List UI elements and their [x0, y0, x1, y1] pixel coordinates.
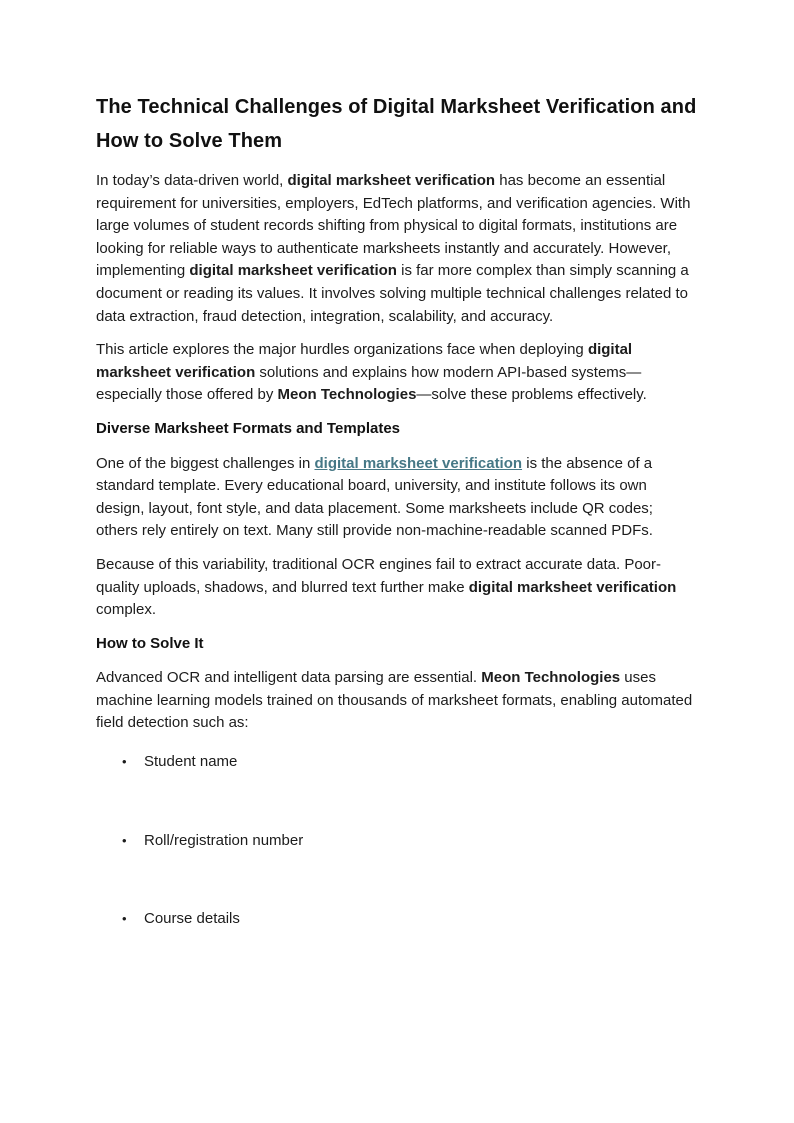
solve-paragraph-1	[96, 667, 698, 735]
text-run: Because of this variability, traditional OCR engines fail to extract accurate data. Poor-quality uploads, shadows, and blurred text further make	[96, 555, 661, 596]
bullet-text: Roll/registration number	[144, 831, 304, 849]
text-run: is far more complex than simply scanning a document or reading its values. It involves solving multiple technical challenges related to data extraction, fraud detection, integration, scalability, and accuracy.	[96, 262, 689, 325]
bold-text-run: digital marksheet verification	[96, 341, 633, 381]
page-title: The Technical Challenges of Digital Marksheet Verification and How to Solve Them	[96, 96, 697, 152]
formats-paragraph-1	[96, 453, 698, 543]
bullet-text: Student name	[144, 753, 238, 771]
inline-link[interactable]: digital marksheet verification	[314, 454, 523, 472]
bold-text-run: digital marksheet verification	[189, 262, 397, 280]
bullet-icon: •	[122, 832, 127, 848]
text-run: uses machine learning models trained on thousands of marksheet formats, enabling automated field detection such as:	[96, 669, 693, 732]
text-run: This article explores the major hurdles organizations face when deploying	[96, 341, 588, 359]
formats-paragraph-2	[96, 554, 698, 622]
text-run: One of the biggest challenges in	[96, 454, 315, 472]
text-run: has become an essential requirement for universities, employers, EdTech platforms, and verification agencies. With large volumes of student records shifting from physical to digital formats, institutions are looking for reliable ways to authenticate marksheets instantly and accurately. However, implementing	[96, 172, 691, 280]
bold-text-run: Meon Technologies	[481, 669, 621, 687]
bullet-item	[96, 908, 698, 931]
section-heading-formats: Diverse Marksheet Formats and Templates	[96, 419, 401, 437]
text-run: complex.	[96, 601, 157, 619]
text-run: Advanced OCR and intelligent data parsing are essential.	[96, 669, 482, 687]
bullet-icon: •	[122, 754, 127, 770]
intro-paragraph-1	[96, 170, 698, 328]
bullet-item	[96, 751, 698, 774]
bullet-icon: •	[122, 911, 127, 927]
text-run: —solve these problems effectively.	[416, 386, 647, 404]
text-run: is the absence of a standard template. Every educational board, university, and institute follows its own design, layout, font style, and data placement. Some marksheets include QR codes; others rely entirely on text. Many still provide non-machine-readable scanned PDFs.	[96, 454, 653, 540]
text-run: In today’s data-driven world,	[96, 172, 288, 189]
intro-paragraph-2	[96, 339, 698, 407]
bold-text-run: Meon Technologies	[277, 386, 417, 404]
bullet-item	[96, 830, 698, 853]
field-detection-list	[96, 751, 698, 931]
bold-text-run: digital marksheet verification	[468, 578, 677, 596]
text-run: solutions and explains how modern API-based systems—especially those offered by	[96, 363, 642, 404]
bold-text-run: digital marksheet verification	[287, 172, 496, 189]
section-heading-solve: How to Solve It	[96, 634, 204, 652]
bullet-text: Course details	[144, 910, 240, 928]
